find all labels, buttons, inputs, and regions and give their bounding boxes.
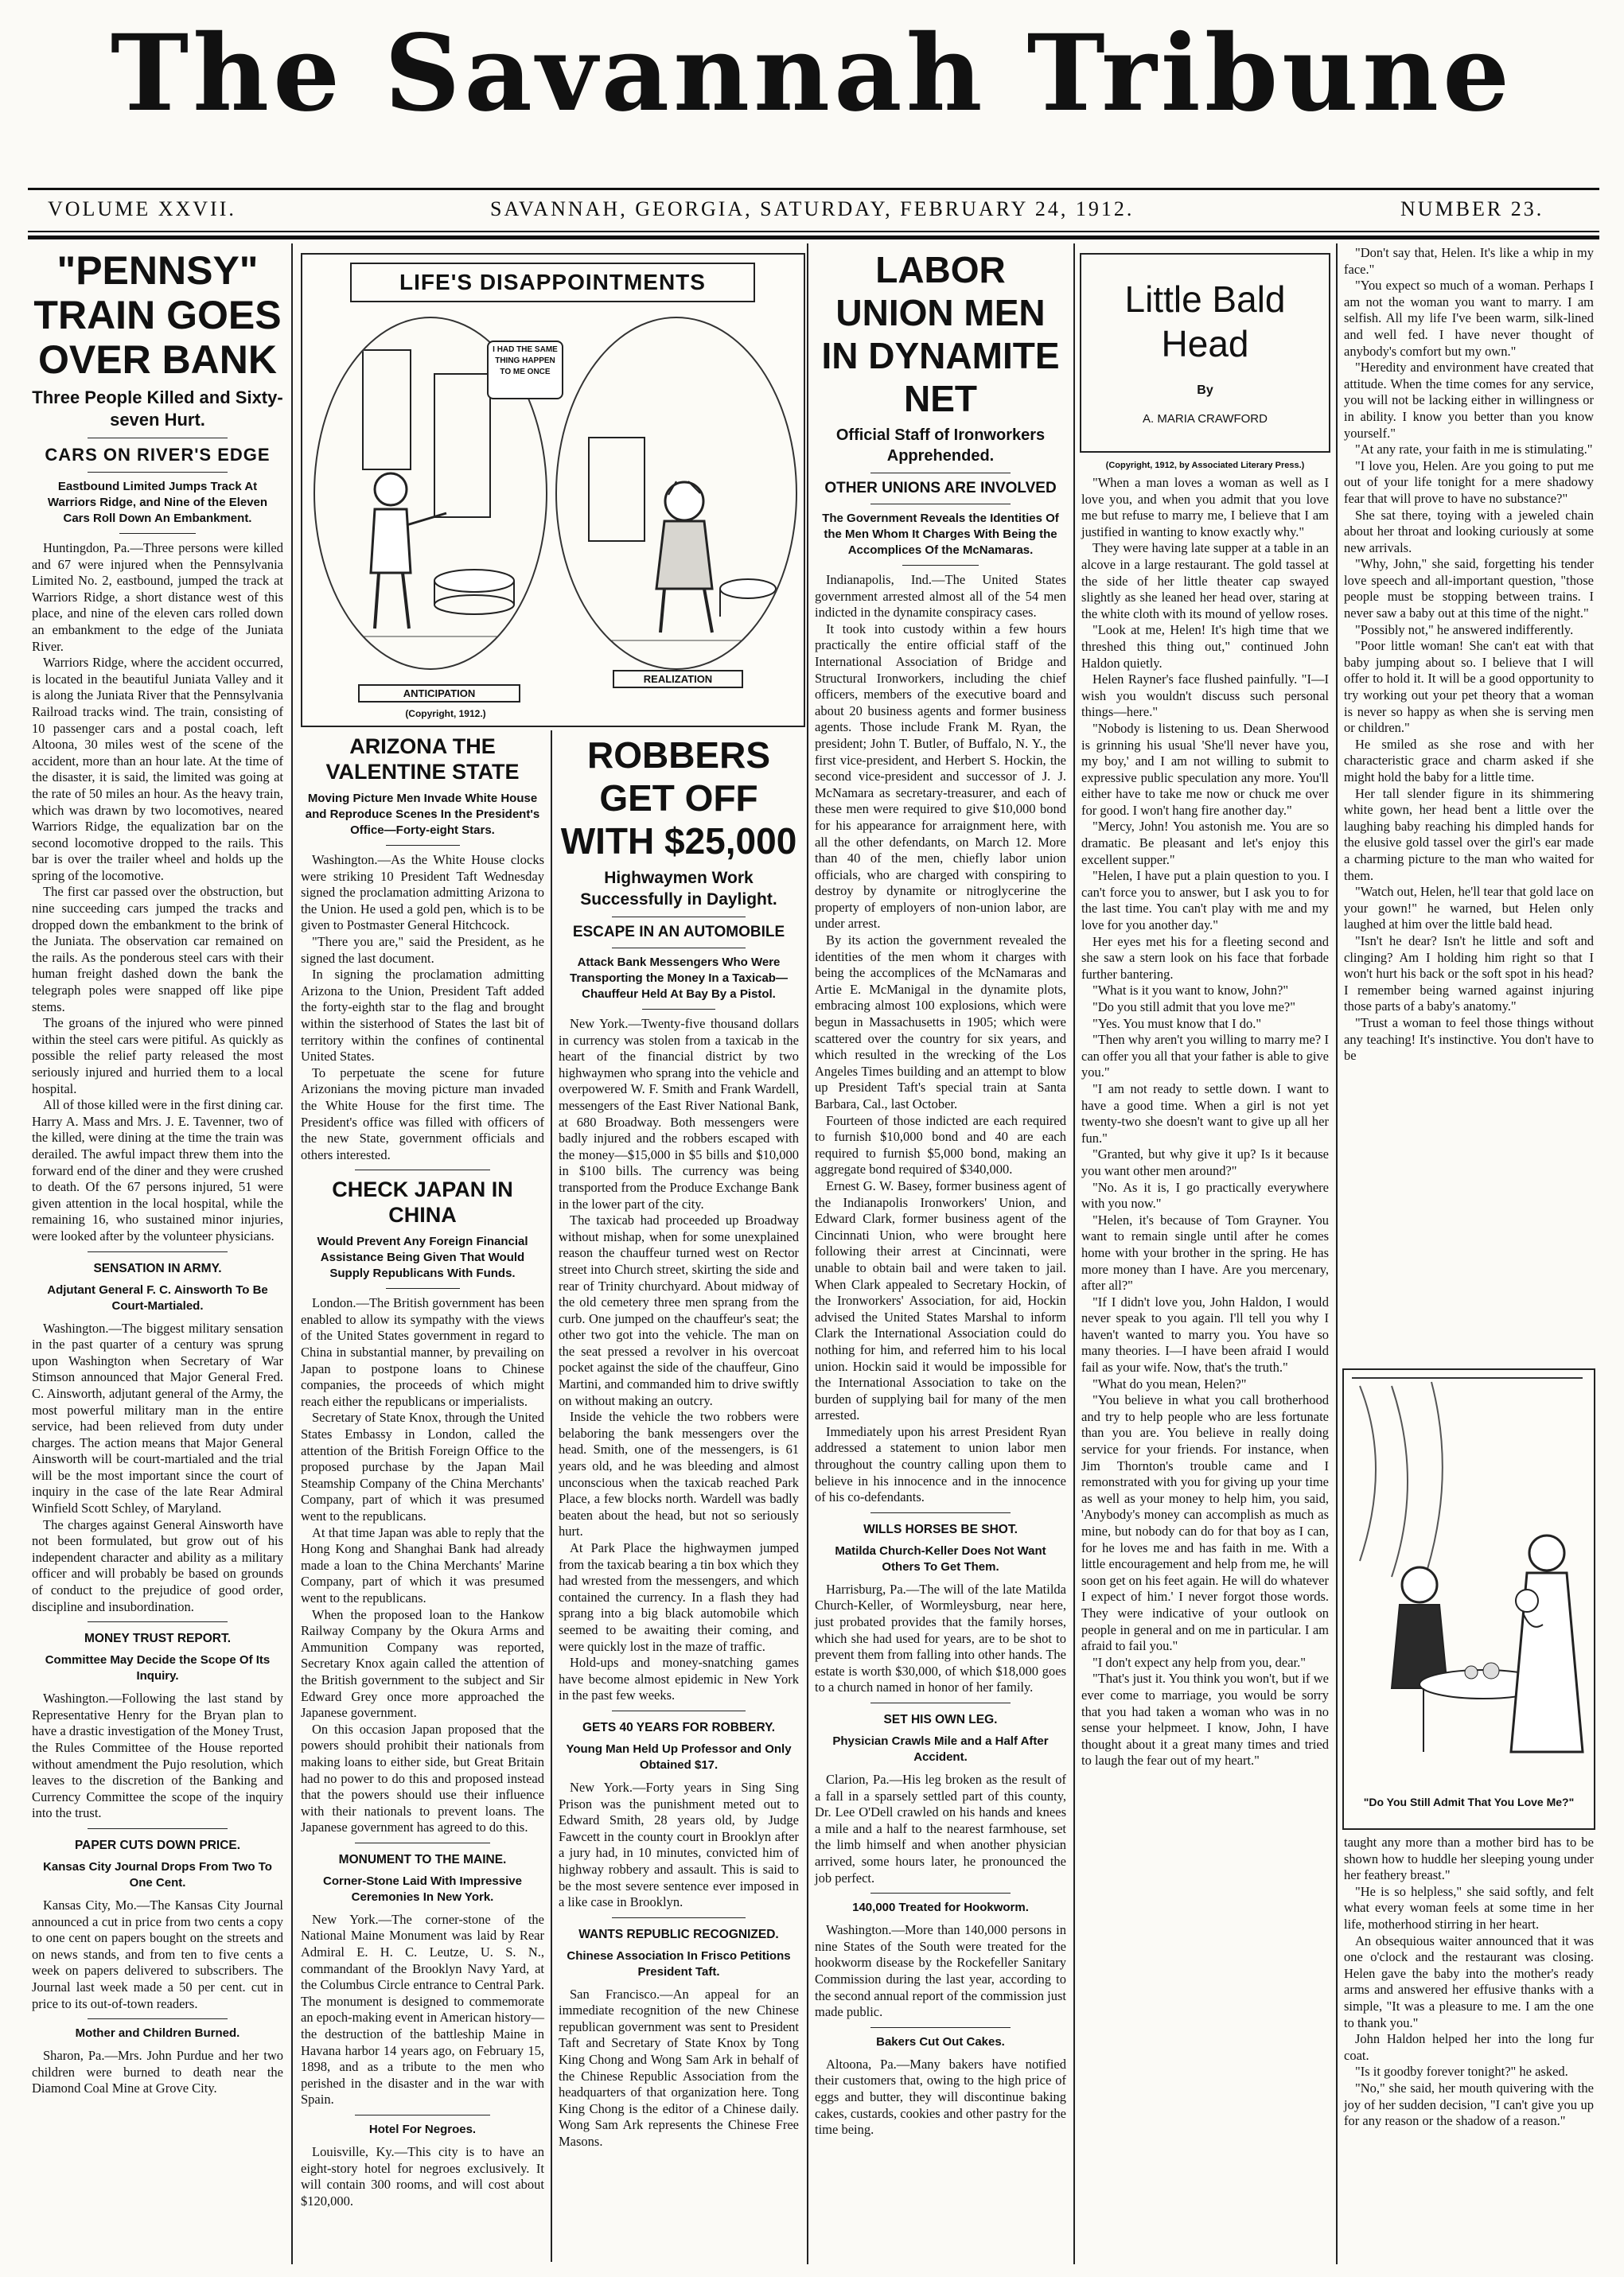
paragraph: "Heredity and environment have created that attitude. When the time comes for any service, you will not be lacking either in willingness or in ability. I know you better than you know yourself."	[1344, 360, 1594, 441]
headline-army: SENSATION IN ARMY.	[93, 1261, 222, 1275]
story-horses-body	[815, 1582, 1066, 1696]
story-robbers-body	[559, 1016, 799, 1704]
deck-train: Eastbound Limited Jumps Track At Warriors Ridge, and Nine of the Eleven Cars Roll Down An Embankment.	[47, 480, 268, 525]
paragraph: "Nobody is listening to us. Dean Sherwood is grinning his usual 'She'll never have you, my boy,' and I am not willing to submit to expressive public speculation any more. You'll either have to take me now or chuck me over for good. I won't hang fire another day."	[1081, 720, 1329, 818]
paragraph: "Watch out, Helen, he'll tear that gold lace on your gown!" he warned, but Helen only laughed at him over the little bald head.	[1344, 884, 1594, 932]
subhead-train: Three People Killed and Sixty-seven Hurt.	[32, 387, 283, 430]
story-bald-head-ending	[1344, 1835, 1594, 2130]
paragraph: The first car passed over the obstruction, but nine succeeding cars jumped the tracks and dropped down the embankment to the brink of the Juniata. The observation car remained on the rails. As the ponderous steel cars with their human freight dashed down the bank the telegraph poles were snapped off like pipe stems.	[32, 884, 283, 1014]
paragraph: "What do you mean, Helen?"	[1092, 1376, 1247, 1392]
paragraph: Altoona, Pa.—Many bakers have notified their customers that, owing to the high price of eggs and butter, they will discontinue baking cakes, custards, cookies and other pastry for the time being.	[815, 2056, 1066, 2138]
paragraph: It took into custody within a few hours practically the entire official staff of the International Association of Bridge and Structural Ironworkers, including the chief officers, members of the executive board and about 20 business agents and former business agents. Those include Frank M. Ryan, the president; John T. Butler, of Buffalo, N. Y., the first vice-president, and Herbert S. Hockin, the second vice-president and successor of J. J. McNamara as secretary-treasurer, and each of these men were required to give $10,000 bond for his appearance for arraignment here, with all the other defendants, on March 12. More than 40 of the men, chiefly labor union officials, who are charged with conspiring to destroy by dynamite or nitroglycerine the property of employers of non-union labor, are under arrest.	[815, 621, 1066, 932]
banner-train: CARS ON RIVER'S EDGE	[45, 445, 271, 465]
illustration-caption: "Do You Still Admit That You Love Me?"	[1363, 1796, 1575, 1808]
deck-arizona: Moving Picture Men Invade White House and Reproduce Scenes In the President's Office—Forty-eight Stars.	[305, 792, 540, 837]
paragraph: Sharon, Pa.—Mrs. John Purdue and her two children were burned to death near the Diamond Coal Mine at Grove City.	[32, 2048, 283, 2096]
paragraph: "There you are," said the President, as he signed the last document.	[301, 933, 544, 966]
paragraph: San Francisco.—An appeal for an immediate recognition of the new Chinese republican government was sent to President Taft and Secretary of State Knox by Tong King Chong and Wong Sam Ark in behalf of the Chinese Republic Association from the headquarters of that organization here. Tong King Chong is the editor of a Chinese daily. Wong Sam Ark represents the Chinese Free Masons.	[559, 1986, 799, 2150]
headline-bakers: Bakers Cut Out Cakes.	[876, 2034, 1005, 2049]
paragraph: Washington.—More than 140,000 persons in nine States of the South were treated for the hookworm disease by the Rockefeller Sanitary Commission during the last year, according to the second annual report of the commission just made public.	[815, 1922, 1066, 2020]
deck-japan: Would Prevent Any Foreign Financial Assistance Being Given That Would Supply Republicans With Funds.	[317, 1235, 528, 1281]
paragraph: Hold-ups and money-snatching games have become almost epidemic in New York in the past few weeks.	[559, 1655, 799, 1703]
deck-robbers: Attack Bank Messengers Who Were Transporting the Money In a Taxicab—Chauffeur Held At Bay By a Pistol.	[570, 956, 788, 1001]
divider	[88, 1828, 228, 1829]
paragraph: "No. As it is, I go practically everywhere with you now."	[1081, 1179, 1329, 1212]
paragraph: "If I didn't love you, John Haldon, I would never speak to you again. I'll tell you why I haven't wanted to marry you. You have so many theories. I—I have been afraid I would fail as your wife. Now, that's the truth."	[1081, 1294, 1329, 1376]
paragraph: "I don't expect any help from you, dear."	[1092, 1654, 1306, 1670]
paragraph: Secretary of State Knox, through the United States Embassy in London, called the attention of the British Foreign Office to the proposed purchase by the Japan Mail Steamship Company of the China Merchants' Company, part of which it was presumed went to the republicans.	[301, 1410, 544, 1524]
story-hotel-body	[301, 2144, 544, 2209]
paragraph: "Granted, but why give it up? Is it because you want other men around?"	[1081, 1146, 1329, 1178]
paragraph: "Poor little woman! She can't eat with that baby jumping about so. I believe that I will offer to hold it. It will be a good opportunity to try working out your pet theory that a woman is never so happy as when she is serving men or children."	[1344, 638, 1594, 736]
story-japan-body	[301, 1295, 544, 1836]
paragraph: "What is it you want to know, John?"	[1092, 983, 1289, 998]
divider	[870, 1893, 1011, 1894]
paragraph: Helen Rayner's face flushed painfully. "I—I wish you wouldn't discuss such personal things—here."	[1081, 671, 1329, 720]
paragraph: Immediately upon his arrest President Ryan addressed a statement to union labor men throughout the country calling upon them to believe in his innocence and in the innocence of his co-defendants.	[815, 1423, 1066, 1505]
paragraph: Kansas City, Mo.—The Kansas City Journal announced a cut in price from two cents a copy to one cent on papers bought on the streets and on news stands, and from ten to five cents a week on papers delivered to subscribers. The Journal last week made a 50 per cent. cut in price to its out-of-town readers.	[32, 1897, 283, 2011]
column-rule	[1336, 243, 1338, 2264]
paragraph: "I love you, Helen. Are you going to put me out of your life tonight for a mere shadowy fear that will prove to have no substance?"	[1344, 457, 1594, 506]
paragraph: By its action the government revealed the identities of the men whom it charges with being the accomplices of the McNamaras and Artie E. McManigal in the dynamite plots, embracing almost 100 explosions, which were begun in Massachusetts in 1905; which were scattered over the country for six years, and which resulted in the wrecking of the Los Angeles Times building and an attempt to blow up President Taft's special train at Santa Barbara, Cal., last October.	[815, 932, 1066, 1111]
realization-illustration	[557, 318, 796, 668]
paragraph: "Do you still admit that you love me?"	[1092, 999, 1295, 1014]
paragraph: The groans of the injured who were pinned within the steel cars were pitiful. As quickly as possible the relief party released the most seriously injured and hurried them to a local hospital.	[32, 1015, 283, 1096]
story-title: Little Bald Head	[1124, 278, 1286, 364]
divider	[612, 1917, 746, 1918]
paragraph: taught any more than a mother bird has to be shown how to huddle her sleeping young under her feathery breast."	[1344, 1835, 1594, 1883]
issue-date: SAVANNAH, GEORGIA, SATURDAY, FEBRUARY 24, 1912.	[490, 197, 1135, 220]
paragraph: "Isn't he dear? Isn't he little and soft and clinging? Am I holding him right so that I won't hurt his back or the soft spot in his head? I remember being warned against injuring those parts of a baby's anatomy."	[1344, 932, 1594, 1014]
divider	[386, 845, 460, 846]
paragraph: "Helen, it's because of Tom Grayner. You want to remain single until after he comes home with your brother in the spring. He has more money than I have. Are you mercenary, after all?"	[1081, 1212, 1329, 1294]
paragraph: "Is it goodby forever tonight?" he asked.	[1355, 2064, 1568, 2080]
paragraph: Washington.—The biggest military sensation in the past quarter of a century was sprung upon Washington when Secretary of War Stimson announced that Major General Fred. C. Ainsworth, adjutant general of the Army, the most powerful military man in the entire service, had been relieved from duty under charges. The action means that Major General Ainsworth will be court-martialed and the trial will be the most important since the court of inquiry in the case of the late Rear Admiral Winfield Scott Schley, of Maryland.	[32, 1320, 283, 1516]
paragraph: "No," she said, her mouth quivering with the joy of her sudden decision, "I can't give you up for any reason or the shadow of a reason."	[1344, 2080, 1594, 2129]
story-army-body	[32, 1321, 283, 1616]
cartoon-oval-right	[555, 317, 797, 670]
paragraph: Inside the vehicle the two robbers were belaboring the bank messengers over the head. Smith, one of the messengers, is 61 years old, and he was bleeding and almost unconscious when the taxicab reached Park Place, a few blocks north. Wardell was badly beaten about the head, but not so seriously hurt.	[559, 1409, 799, 1539]
issue-number: NUMBER 23.	[1400, 197, 1544, 220]
story-40-years-body	[559, 1780, 799, 1911]
story-title-box	[1080, 253, 1330, 453]
deck-40-years: Young Man Held Up Professor and Only Obtained $17.	[566, 1742, 792, 1772]
cartoon-title: LIFE'S DISAPPOINTMENTS	[350, 263, 755, 302]
paragraph: New York.—Forty years in Sing Sing Prison was the punishment meted out to Edward Smith, 28 years old, by Judge Fawcett in the county court in Brooklyn after a jury had, in 10 minutes, convicted him of highway robbery and assault. This is said to be the most severe sentence ever imposed in a like case in Brooklyn.	[559, 1779, 799, 1910]
paragraph: "When a man loves a woman as well as I love you, and when you admit that you love me but refuse to marry me, I believe that I am justified in wanting to know exactly why."	[1081, 475, 1329, 539]
paragraph: Fourteen of those indicted are each required to furnish $10,000 bond and 40 are each required to furnish $5,000 bond, making an aggregate bond required of $340,000.	[815, 1112, 1066, 1177]
cartoon-panel	[301, 253, 805, 727]
paragraph: Huntingdon, Pa.—Three persons were killed and 67 were injured when the Pennsylvania Limited No. 2, eastbound, jumped the track at Warriors Ridge, a short distance west of this place, and nine of the eleven cars rolled down an embankment to the edge of the Juniata River.	[32, 540, 283, 654]
paragraph: John Haldon helped her into the long fur coat.	[1344, 2031, 1594, 2063]
masthead	[0, 0, 1624, 155]
story-bald-head-continued	[1344, 245, 1594, 1065]
paragraph: They were having late supper at a table in an alcove in a large restaurant. The gold tassel at the side of her little theater cap swayed slightly as she leaned her head over, staring at the white cloth with its mound of yellow roses.	[1081, 540, 1329, 621]
paragraph: "At any rate, your faith in me is stimulating."	[1355, 442, 1593, 457]
headline-horses: WILLS HORSES BE SHOT.	[863, 1522, 1018, 1536]
paragraph: Louisville, Ky.—This city is to have an eight-story hotel for negroes exclusively. It will contain 300 rooms, and will cost about $120,000.	[301, 2144, 544, 2209]
column-2	[299, 730, 546, 2262]
paragraph: Warriors Ridge, where the accident occurred, is located in the beautiful Juniata Valley and it is along the Juniata River that the Pennsylvania Railroad tracks wind. The train, consisting of 10 passenger cars and a postal coach, left Altoona, 30 miles west of the scene of the accident, more than an hour late. At the time of the disaster, it is said, the limited was going at the rate of 50 miles an hour. As the heavy train, which was drawn by two locomotives, neared Warriors Ridge, the equalization bar on the second locomotive dropped to the rails. This bar is over the trailer wheel and holds up the spring of the locomotive.	[32, 655, 283, 883]
story-money-trust-body	[32, 1691, 283, 1822]
paragraph: Indianapolis, Ind.—The United States government arrested almost all of the 54 men indicted in the dynamite conspiracy cases.	[815, 572, 1066, 621]
restaurant-illustration	[1342, 1368, 1595, 1830]
dateline-bar	[0, 197, 1624, 224]
headline-40-years: GETS 40 YEARS FOR ROBBERY.	[582, 1720, 776, 1734]
story-maine-body	[301, 1912, 544, 2108]
paragraph: She sat there, toying with a jeweled chain about her throat and looking curiously at some new arrivals.	[1344, 507, 1594, 555]
paragraph: "I am not ready to settle down. I want to have a good time. When a girl is not yet twenty-two she doesn't want to give up all her fun."	[1081, 1080, 1329, 1146]
story-dynamite-body	[815, 572, 1066, 1506]
headline-republic: WANTS REPUBLIC RECOGNIZED.	[578, 1927, 779, 1941]
paragraph: An obsequious waiter announced that it was one o'clock and the restaurant was closing. Helen gave the baby into the mother's ready arms and answered her effusive thanks with a simple, "It was a pleasure to me. I am the one to thank you."	[1344, 1933, 1594, 2030]
story-republic-body	[559, 1987, 799, 2150]
headline-maine: MONUMENT TO THE MAINE.	[338, 1852, 507, 1866]
headline-dynamite: LABOR UNION MEN IN DYNAMITE NET	[821, 249, 1060, 419]
paragraph: He smiled as she rose and with her characteristic grace and charm asked if she might hold the baby for a little time.	[1344, 736, 1594, 784]
paragraph: "Yes. You must know that I do."	[1092, 1015, 1262, 1031]
story-paper-price-body	[32, 1898, 283, 2012]
paragraph: Clarion, Pa.—His leg broken as the result of a fall in a sparsely settled part of this county, Dr. Lee O'Dell crawled on his hands and knees a mile and a half to the nearest farmhouse, set the limb himself and when another physician arrived, some hours later, he pronounced the job perfect.	[815, 1772, 1066, 1886]
paragraph: In signing the proclamation admitting Arizona to the Union, President Taft added the forty-eighth star to the flag and brought within the sisterhood of States the last bit of territory within the confines of continental United States.	[301, 967, 544, 1065]
paragraph: Harrisburg, Pa.—The will of the late Matilda Church-Keller, of Wormleysburg, near here, just probated provides that the family horses, which she had used for years, are to be shot to prevent them from falling into other hands. The estate is worth $30,000, of which $18,000 goes to a church named in honor of her family.	[815, 1581, 1066, 1695]
paragraph: Her tall slender figure in its shimmering white gown, her head bent a little over the laughing baby reaching his dimpled hands for the elusive gold tassel over the girl's ear made a charming picture to the man who waited for them.	[1344, 785, 1594, 883]
masthead-rule-mid	[28, 231, 1599, 232]
column-3	[557, 730, 800, 2262]
divider	[642, 1009, 715, 1010]
story-copyright: (Copyright, 1912, by Associated Literary Press.)	[1105, 461, 1305, 470]
story-hookworm-body	[815, 1922, 1066, 2021]
paragraph: "Mercy, John! You astonish me. You are so dramatic. Be pleasant and let's enjoy this excellent supper."	[1081, 819, 1329, 867]
headline-leg: SET HIS OWN LEG.	[883, 1713, 998, 1726]
column-rule	[291, 243, 293, 2264]
story-bald-head-body	[1081, 475, 1329, 1769]
byline-author: A. MARIA CRAWFORD	[1143, 412, 1268, 426]
headline-robbers: ROBBERS GET OFF WITH $25,000	[560, 734, 797, 862]
column-rule	[807, 243, 808, 2264]
speech-balloon: I HAD THE SAME THING HAPPEN TO ME ONCE	[487, 341, 563, 399]
masthead-rule-top	[28, 188, 1599, 190]
divider	[870, 1512, 1011, 1513]
paragraph: Her eyes met his for a fleeting second and she saw a stern look on his face that forbade further bantering.	[1081, 933, 1329, 982]
divider	[88, 1621, 228, 1622]
deck-army: Adjutant General F. C. Ainsworth To Be Court-Martialed.	[47, 1283, 268, 1313]
headline-money-trust: MONEY TRUST REPORT.	[84, 1632, 231, 1646]
paragraph: London.—The British government has been enabled to allow its sympathy with the views of the United States government in regard to China in substantial manner, by prevailing on Japan to postpone loans to Chinese companies, the proceeds of which might reach either the republicans or imperialists.	[301, 1295, 544, 1409]
banner-robbers: ESCAPE IN AN AUTOMOBILE	[572, 924, 785, 940]
paragraph: To perpetuate the scene for future Arizonians the moving picture man invaded the White House for the first time. The President's office was filled with officers of the new State, government officials and others interested.	[301, 1065, 544, 1162]
deck-maine: Corner-Stone Laid With Impressive Ceremonies In New York.	[323, 1874, 522, 1904]
paragraph: On this occasion Japan proposed that the powers should prohibit their nationals from making loans to either side, but Great Britain had no power to do this and proposed instead that the powers should use their influence with their nationals to prevent loans. The Japanese government has agreed to do this.	[301, 1721, 544, 1835]
deck-republic: Chinese Association In Frisco Petitions President Taft.	[567, 1948, 791, 1979]
volume-number: VOLUME XXVII.	[48, 197, 236, 220]
newspaper-title: The Savannah Tribune	[110, 12, 1514, 135]
story-leg-body	[815, 1772, 1066, 1886]
cartoon-copyright: (Copyright, 1912.)	[405, 708, 486, 719]
paragraph: When the proposed loan to the Hankow Railway Company by the Okura Arms and Ammunition Company was reported, Secretary Knox again called the attention of the British government to the subject and Sir Edward Grey once more approached the Japanese government.	[301, 1606, 544, 1721]
paragraph: "He is so helpless," she said softly, and felt what every woman feels at some time in her life, motherhood stirring in her heart.	[1344, 1883, 1594, 1932]
label-realization: REALIZATION	[613, 670, 743, 688]
headline-mother-burned: Mother and Children Burned.	[75, 2026, 240, 2041]
paragraph: "Why, John," she said, forgetting his tender love speech and all-important question, "those people must be stopping between trains. I never saw a baby out at this time of the night."	[1344, 556, 1594, 621]
paragraph: "Look at me, Helen! It's high time that we threshed this thing out," continued John Haldon quietly.	[1081, 622, 1329, 671]
divider	[902, 565, 979, 566]
paragraph: "Don't say that, Helen. It's like a whip in my face."	[1344, 245, 1594, 277]
divider	[88, 472, 228, 473]
divider	[119, 533, 196, 534]
paragraph: At that time Japan was able to reply that the Hong Kong and Shanghai Bank had already made a loan to the China Merchants' Marine Company, part of which it was presumed went to the republicans.	[301, 1524, 544, 1606]
paragraph: "Possibly not," he answered indifferently.	[1355, 621, 1574, 637]
paragraph: "Helen, I have put a plain question to you. I can't force you to answer, but I ask you to for the last time. You can't play with me and my love for you another day."	[1081, 868, 1329, 933]
banner-dynamite: OTHER UNIONS ARE INVOLVED	[824, 480, 1057, 496]
masthead-rule-bottom	[28, 235, 1599, 239]
deck-money-trust: Committee May Decide the Scope Of Its Inquiry.	[45, 1653, 271, 1683]
paragraph: "You believe in what you call brotherhood and try to help people who are less fortunate than you are. You believe in really doing service for your friends. For instance, when Jim Thornton's trouble came and I remonstrated with you for giving up your time as well as your money to help him, you said, 'Anybody's money can accomplish as much as mine, but nobody can do for that boy as I can, for he loves me and has faith in me. With a little encouragement and help from me, he will soon get on his feet again. He will do whatever I expect of him.' I never forgot those words. They were indicative of your outlook on people in general and on me in particular. I am afraid to fail you."	[1081, 1392, 1329, 1654]
paragraph: "You expect so much of a woman. Perhaps I am not the woman you want to marry. I am selfish. All my life I've been warm, silk-lined and well fed. I have never thought of anybody's comfort but my own."	[1344, 278, 1594, 359]
label-anticipation: ANTICIPATION	[358, 684, 520, 703]
column-4	[813, 245, 1068, 2262]
story-bakers-body	[815, 2057, 1066, 2139]
paragraph: "Trust a woman to feel those things without any teaching! It's instinctive. You don't have to be	[1344, 1014, 1594, 1064]
divider	[88, 2018, 228, 2019]
story-mother-burned-body	[32, 2048, 283, 2097]
paragraph: New York.—Twenty-five thousand dollars in currency was stolen from a taxicab in the heart of the financial district by two highwaymen who sprang into the vehicle and overpowered W. F. Smith and Frank Wardell, messengers of the East River National Bank, at 680 Broadway. Both messengers were badly injured and the robbers escaped with the money—$15,000 in $5 bills and $10,000 in $100 bills. The currency was being transported from the Produce Exchange Bank in the lower part of the city.	[559, 1016, 799, 1212]
deck-leg: Physician Crawls Mile and a Half After Accident.	[832, 1734, 1049, 1764]
paragraph: New York.—The corner-stone of the National Maine Monument was laid by Rear Admiral E. H. C. Leutze, U. S. N., commandant of the Brooklyn Navy Yard, at the Columbus Circle entrance to Central Park. The monument is designed to commemorate an epoch-making event in American history—the destruction of the battleship Maine in Havana harbor 14 years ago, on February 15, 1898, and as a tribute to the men who perished in the disaster and in the war with Spain.	[301, 1911, 544, 2108]
deck-horses: Matilda Church-Keller Does Not Want Others To Get Them.	[835, 1543, 1046, 1574]
paragraph: All of those killed were in the first dining car. Harry A. Mass and Mrs. J. E. Tavenner, two of the killed, were dining at the time the train was derailed. The awful impact threw them into the forward end of the diner and they were crushed to death. Of the 67 persons injured, 51 were given attention in the local hospital, while the remaining 16, who sustained minor injuries, were looked after by the volunteer physicians.	[32, 1097, 283, 1244]
column-rule	[551, 730, 552, 2262]
headline-train: "PENNSY" TRAIN GOES OVER BANK	[33, 248, 282, 382]
column-rule	[1073, 243, 1075, 2264]
subhead-robbers: Highwaymen Work Successfully in Daylight.	[580, 869, 777, 909]
headline-hookworm: 140,000 Treated for Hookworm.	[852, 1901, 1029, 1915]
deck-dynamite: The Government Reveals the Identities Of the Men Whom It Charges With Being the Accomplices Of the McNamaras.	[822, 512, 1059, 557]
paragraph: The taxicab had proceeded up Broadway without mishap, when for some unexplained reason the chauffeur turned west on Rector street into Church street, skirting the side and rear of Trinity churchyard. About midway of the old cemetery three men sprang from the curb. One jumped on the chauffeur's seat; the other two got into the vehicle. The man on the seat pressed a revolver in his overcoat pocket against the side of the chauffeur, Gino Martini, and commanded him to drive swiftly on without making an outcry.	[559, 1212, 799, 1408]
divider	[386, 1288, 460, 1289]
divider	[88, 1251, 228, 1252]
paragraph: The charges against General Ainsworth have not been formulated, but grow out of his independent character and ability as a military officer and will probably be based on grounds of conduct to the prejudice of good order, discipline and insubordination.	[32, 1516, 283, 1614]
paragraph: Ernest G. W. Basey, former business agent of the Indianapolis Ironworkers' Union, and Edward Clark, former business agent of the Cincinnati Union, who were brought here following their arrest at Cincinnati, were unable to obtain bail and were taken to jail. When Clark appealed to Secretary Hockin, of the Ironworkers' Association, for aid, Hockin advised the United States Marshal to inform Clark the International Association could do nothing for him, and referred him to his local union. Hockin said it would be impossible for the International Association to take on the burden of supplying bail for many of the men arrested.	[815, 1177, 1066, 1423]
subhead-dynamite: Official Staff of Ironworkers Apprehended.	[835, 426, 1046, 465]
paragraph: Washington.—Following the last stand by Representative Henry for the Bryan plan to have a drastic investigation of the Money Trust, the Rules Committee of the House reported without amendment the Pujo resolution, which leaves to the discretion of the Banking and Currency Committee the scope of the inquiry into the trust.	[32, 1691, 283, 1821]
paragraph: Washington.—As the White House clocks were striking 10 President Taft Wednesday signed the proclamation admitting Arizona to the Union. He used a gold pen, which is to be given to Postmaster General Hitchcock.	[301, 852, 544, 933]
headline-hotel: Hotel For Negroes.	[368, 2123, 477, 2136]
headline-japan: CHECK JAPAN IN CHINA	[332, 1177, 513, 1228]
headline-paper-price: PAPER CUTS DOWN PRICE.	[74, 1838, 241, 1852]
story-arizona-body	[301, 852, 544, 1163]
column-1	[30, 245, 285, 2262]
paragraph: "That's just it. You think you won't, but if we ever come to marriage, you would be sorry that you had taken a woman who was in no sense your helpmeet. I know, John, I have thought about it a great many times and tried to laugh the fear out of my heart."	[1081, 1671, 1329, 1769]
column-6-bottom	[1342, 1835, 1595, 2264]
paragraph: "Then why aren't you willing to marry me? I can offer you all that your father is able to give you."	[1081, 1032, 1329, 1080]
divider	[870, 2027, 1011, 2028]
couple-with-baby-illustration	[1344, 1370, 1594, 1792]
headline-arizona: ARIZONA THE VALENTINE STATE	[325, 734, 520, 784]
deck-paper-price: Kansas City Journal Drops From Two To One Cent.	[43, 1859, 272, 1890]
story-train-body	[32, 540, 283, 1245]
paragraph: At Park Place the highwaymen jumped from the taxicab bearing a tin box which they had wrested from the messengers, and which contained the currency. In a flash they had sprang into a big black automobile which seemed to be awaiting their coming, and were quickly lost in the maze of traffic.	[559, 1540, 799, 1654]
column-5	[1080, 245, 1330, 2262]
byline-by: By	[1197, 383, 1213, 397]
